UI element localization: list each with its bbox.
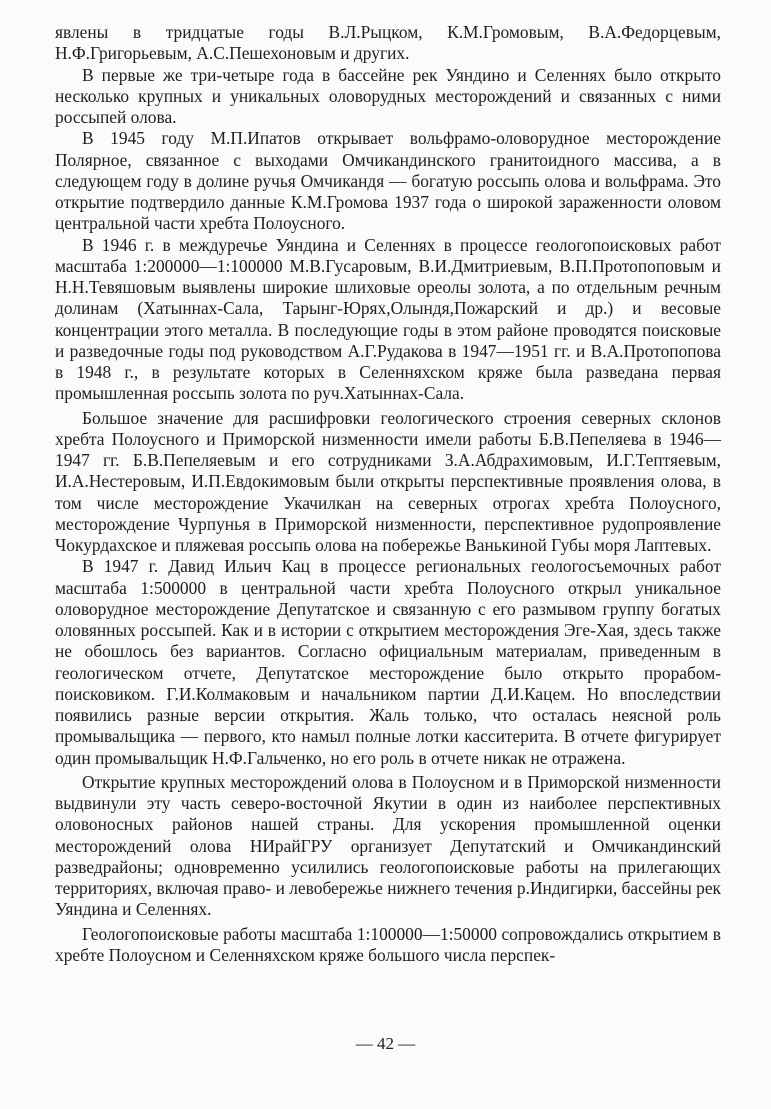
paragraph-2: В первые же три-четыре года в бассейне рек Уяндино и Селеннях было открыто несколько крупных и уникальных оловорудных месторождений и связанных с ними россыпей олова. [55,64,721,127]
paragraph-3: В 1945 году М.П.Ипатов открывает вольфрамо-оловорудное месторождение Полярное, связанное с выходами Омчикандинского гранитоидного массива, а в следующем году в долине ручья Омчикандя — богатую россыпь олова и вольфрама. Это открытие подтвердило данные К.М.Громова 1937 года о широкой зараженности оловом центральной части хребта Полоусного. [55,128,721,234]
paragraph-5: Большое значение для расшифровки геологического строения северных склонов хребта Полоусного и Приморской низменности имели работы Б.В.Пепеляева в 1946—1947 гг. Б.В.Пепеляевым и его сотрудниками З.А.Абдрахимовым, И.Г.Тептяевым, И.А.Нестеровым, И.П.Евдокимовым были открыты перспективные проявления олова, в том числе месторождение Укачилкан на северных отрогах хребта Полоусного, месторождение Чурпунья в Приморской низменности, перспективное рудопроявление Чокурдахское и пляжевая россыпь олова на побережье Ванькиной Губы моря Лаптевых. [55,407,721,555]
paragraph-4: В 1946 г. в междуречье Уяндина и Селеннях в процессе геологопоисковых работ масштаба 1:200000—1:100000 М.В.Гусаровым, В.И.Дмитриевым, В.П.Протопоповым и Н.Н.Тевяшовым выявлены широкие шлиховые ореолы золота, а по отдельным речным долинам (Хатыннах-Сала, Тарынг-Юрях,Олындя,Пожарский и др.) и весовые концентрации этого металла. В последующие годы в этом районе проводятся поисковые и разведочные годы под руководством А.Г.Рудакова в 1947—1951 гг. и В.А.Протопопова в 1948 г., в результате которых в Селенняхском кряже была разведана первая промышленная россыпь золота по руч.Хатыннах-Сала. [55,234,721,404]
body-text [55,22,721,966]
paragraph-8: Геологопоисковые работы масштаба 1:100000—1:50000 сопровождались открытием в хребте Полоусном и Селенняхском кряже большого числа перспек- [55,923,721,965]
paragraph-1: явлены в тридцатые годы В.Л.Рыцком, К.М.Громовым, В.А.Федорцевым, Н.Ф.Григорьевым, А.С.Пешехоновым и других. [55,22,721,64]
page-number: — 42 — [355,1034,416,1053]
paragraph-6: В 1947 г. Давид Ильич Кац в процессе региональных геологосъемочных работ масштаба 1:500000 в центральной части хребта Полоусного открыл уникальное оловорудное месторождение Депутатское и связанную с его размывом группу богатых оловянных россыпей. Как и в истории с открытием месторождения Эге-Хая, здесь также не обошлось без вариантов. Согласно официальным материалам, приведенным в геологическом отчете, Депутатское месторождение было открыто прорабом-поисковиком. Г.И.Колмаковым и начальником партии Д.И.Кацем. Но впоследствии появились разные версии открытия. Жаль только, что осталась неясной роль промывальщика — первого, кто намыл полные лотки касситерита. В отчете фигурирует один промывальщик Н.Ф.Гальченко, но его роль в отчете никак не отражена. [55,556,721,768]
paragraph-7: Открытие крупных месторождений олова в Полоусном и в Приморской низменности выдвинули эту часть северо-восточной Якутии в один из наиболее перспективных оловоносных районов нашей страны. Для ускорения промышленной оценки месторождений олова НИрайГРУ организует Депутатский и Омчикандинский разведрайоны; одновременно усилились геологопоисковые работы на прилегающих территориях, включая право- и левобережье нижнего течения р.Индигирки, бассейны рек Уяндина и Селеннях. [55,771,722,920]
